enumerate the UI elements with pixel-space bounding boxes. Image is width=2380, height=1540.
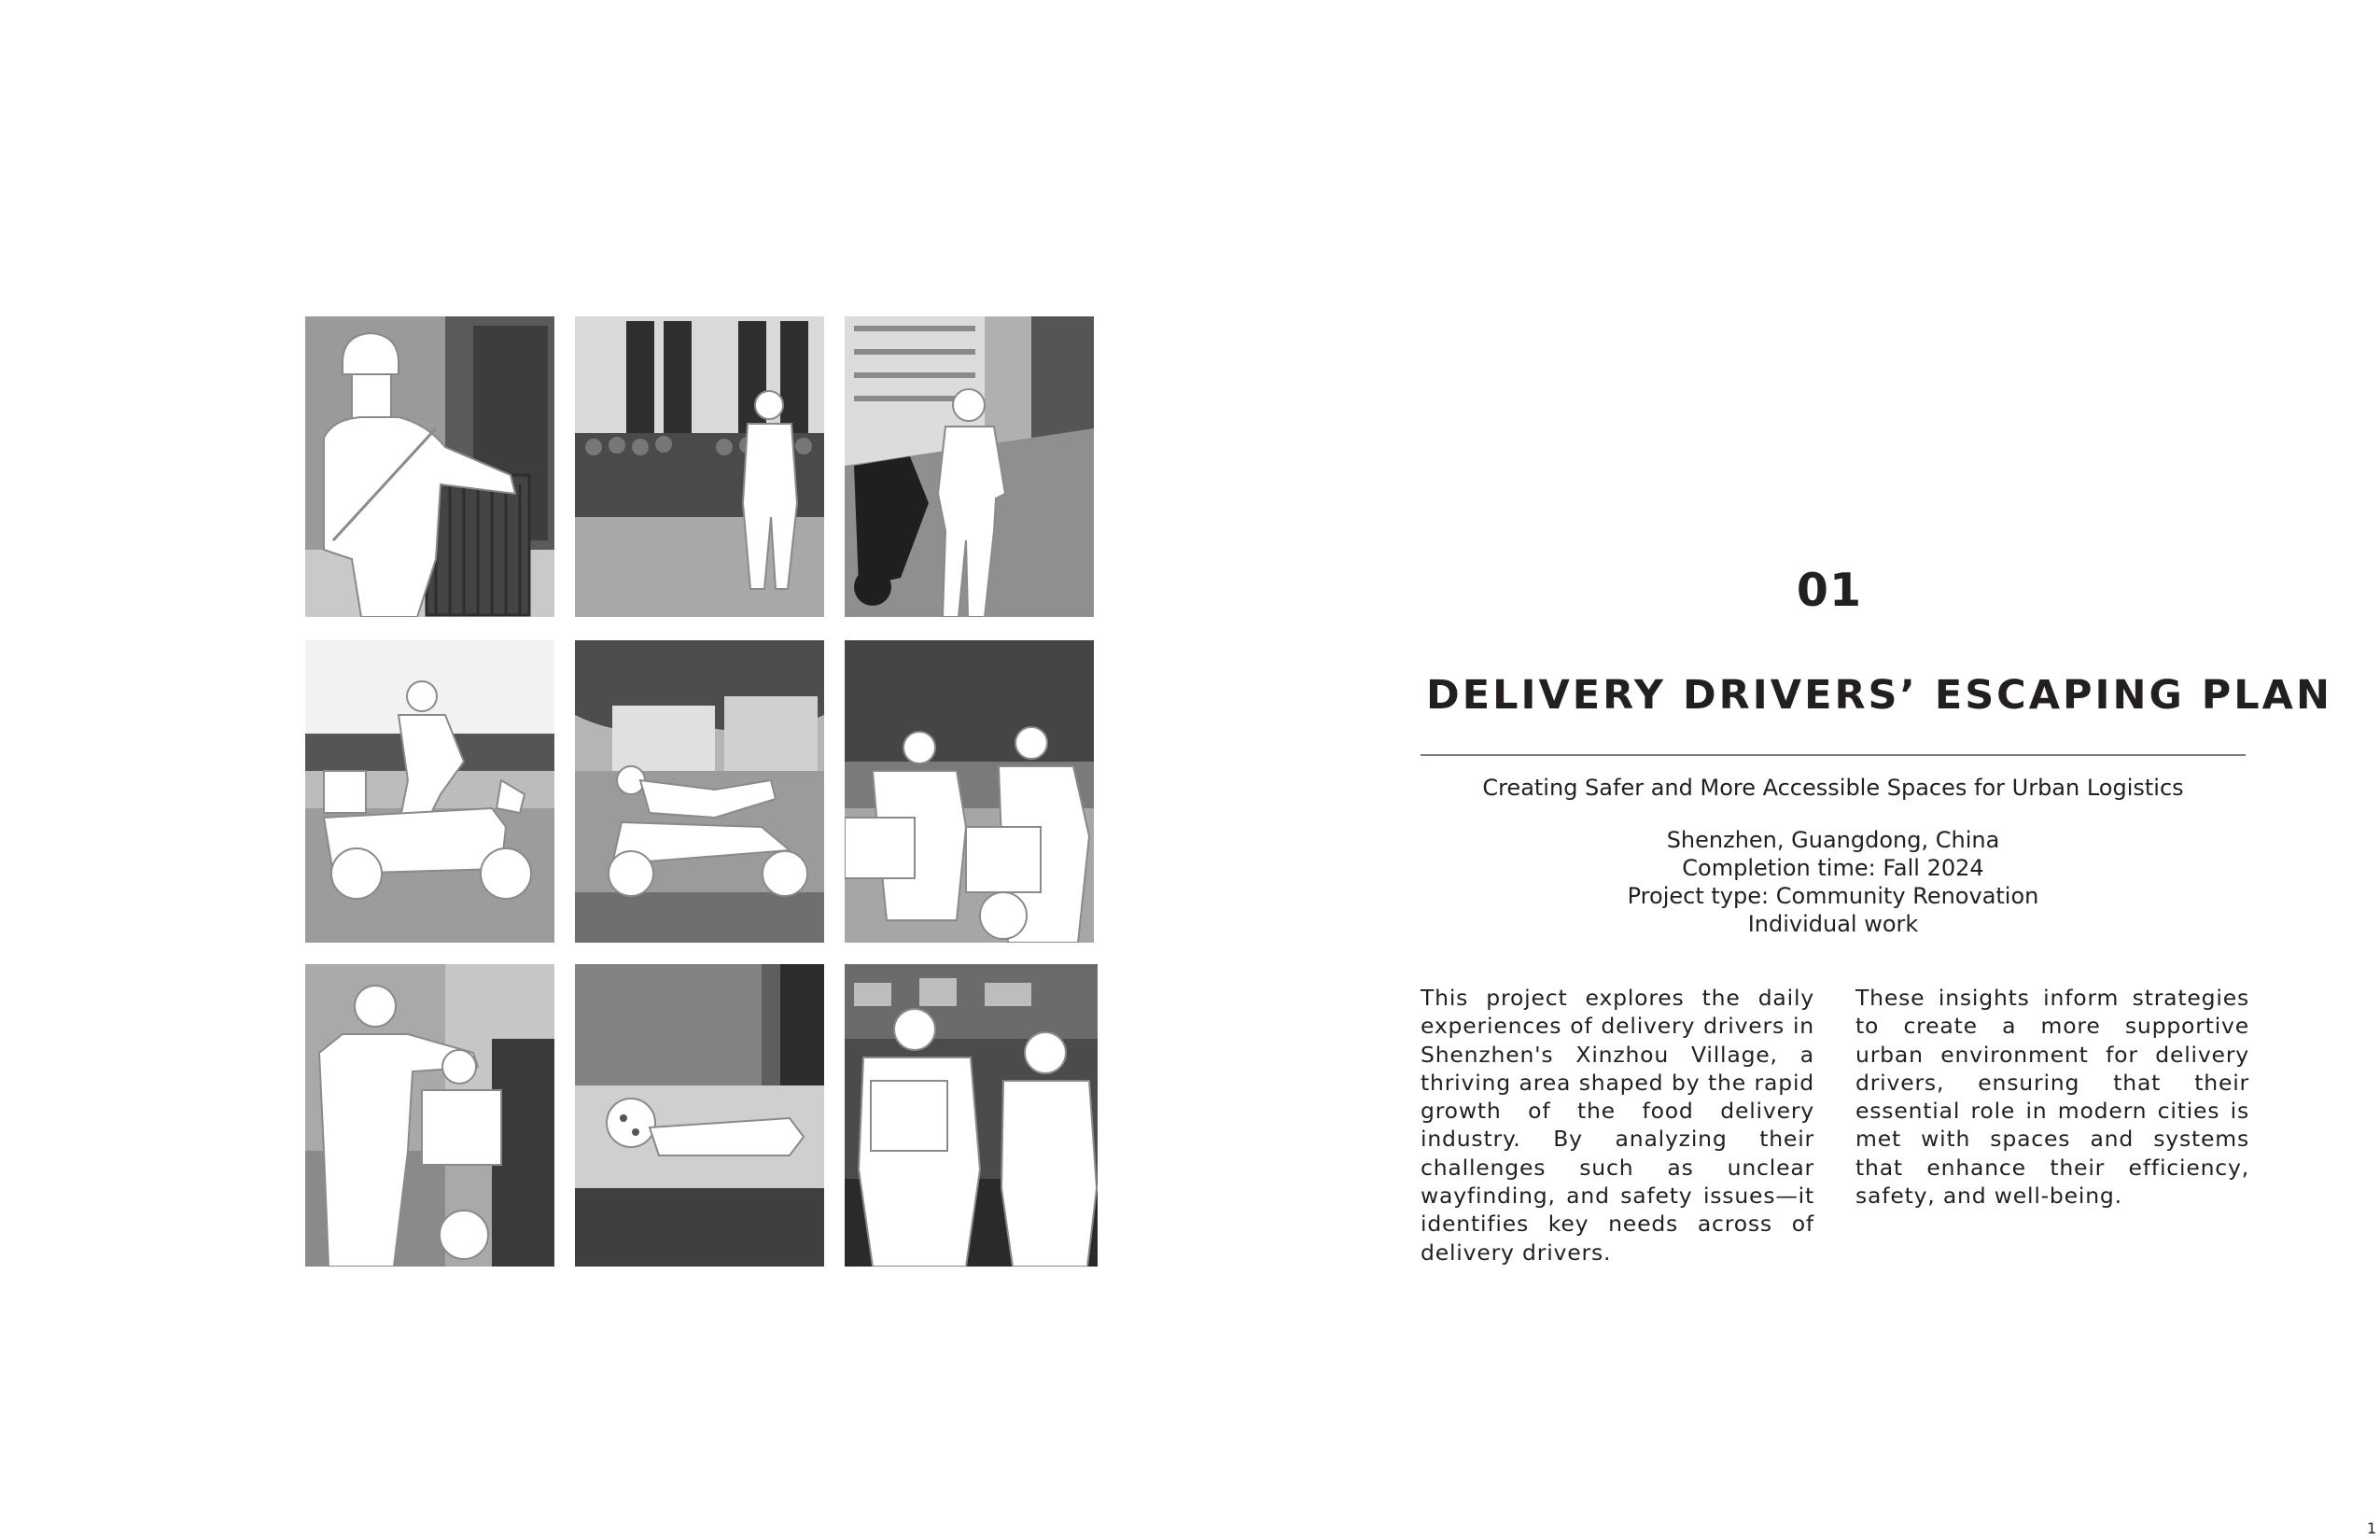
driver-with-helmet-and-bag-photo (305, 316, 554, 617)
project-type: Project type: Community Renovation (1627, 883, 2039, 909)
page-number: 1 (2367, 1519, 2377, 1537)
project-authorship: Individual work (1747, 911, 1919, 937)
driver-walking-by-scooters-photo (845, 316, 1094, 617)
project-subtitle: Creating Safer and More Accessible Spaces for Urban Logistics (1482, 775, 2184, 801)
driver-riding-e-scooter-photo (305, 640, 554, 943)
description-right-column: These insights inform strategies to create a more supportive urban environment for delivery drivers, ensuring that their essential role in modern cities is met with spaces and systems that enhance their efficiency, safety, and well-being. (1855, 985, 2249, 1210)
drivers-gathering-outside-building-photo (575, 316, 824, 617)
description-left-column: This project explores the daily experiences of delivery drivers in Shenzhen's Xinzhou Village, a thriving area shaped by the rapid growth of the food delivery industry. By analyzing their challenges such as unclear wayfinding, and safety issues—it identifies key needs across of delivery drivers. (1421, 985, 1814, 1266)
project-meta (1421, 826, 2246, 938)
title-divider (1421, 754, 2246, 756)
driver-handing-over-order-photo (305, 964, 554, 1267)
project-title: DELIVERY DRIVERS’ ESCAPING PLAN (1426, 672, 2332, 719)
project-number: 01 (1796, 564, 1863, 617)
driver-lying-on-ground-photo (575, 964, 824, 1267)
drivers-with-delivery-boxes-photo (845, 640, 1094, 943)
driver-resting-on-scooter-photo (575, 640, 824, 943)
project-completion-time: Completion time: Fall 2024 (1682, 855, 1984, 881)
project-location: Shenzhen, Guangdong, China (1666, 827, 2000, 853)
drivers-waiting-at-restaurant-photo (845, 964, 1098, 1267)
